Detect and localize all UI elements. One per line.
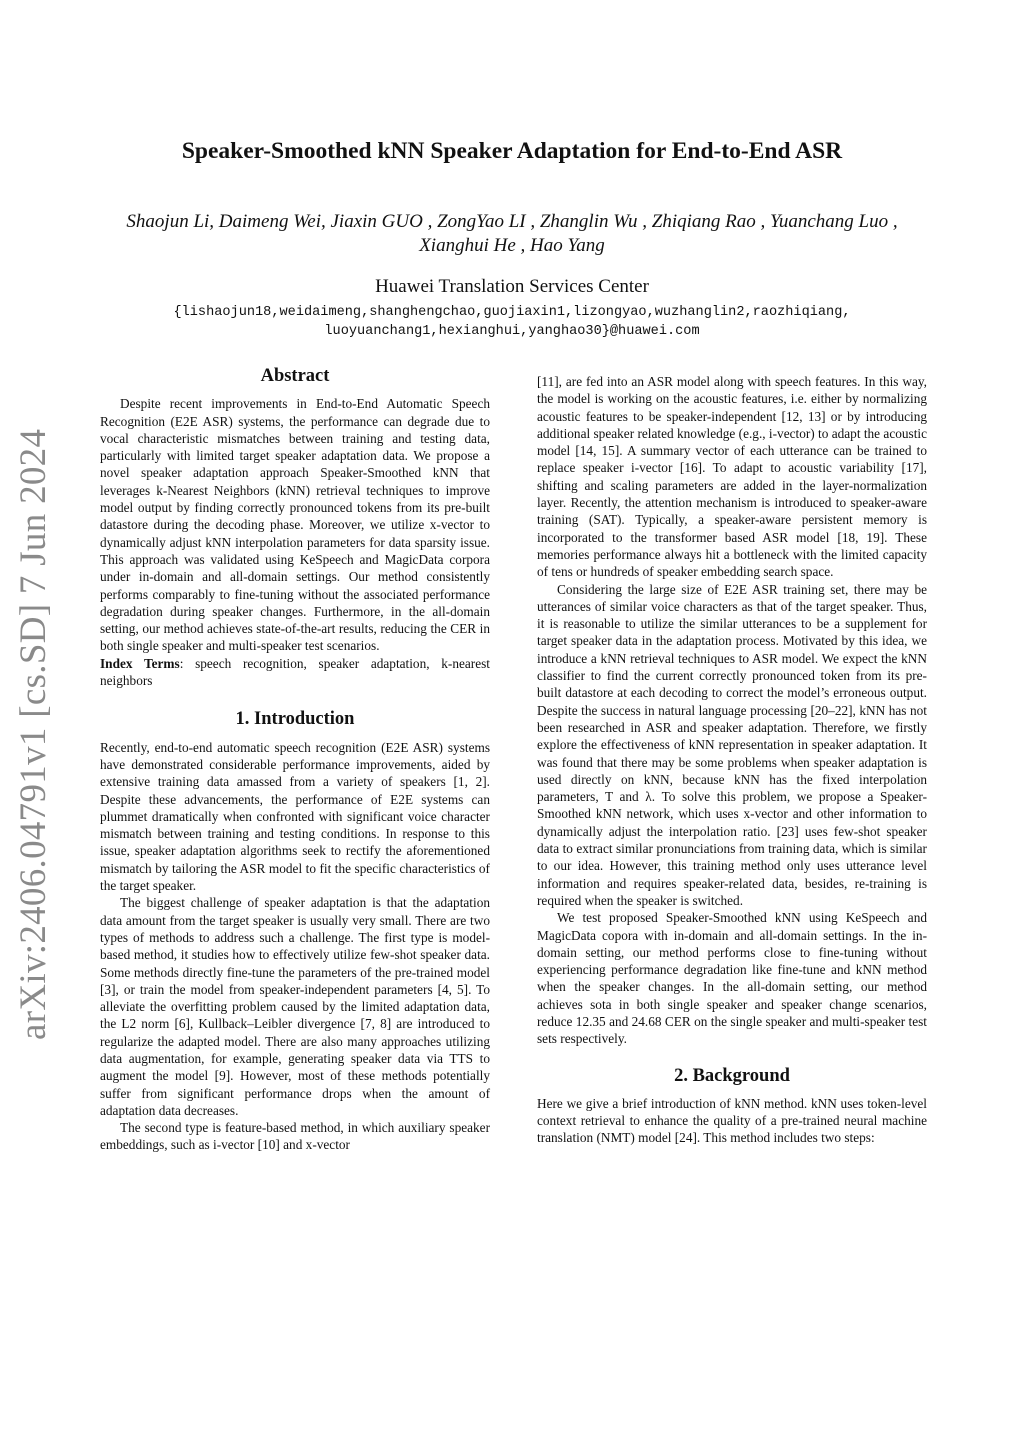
intro-paragraph-3-continued: [11], are fed into an ASR model along with speech features. In this way, the model is working on the acoustic features, i.e. either by normalizing acoustic features to be speaker-independent [12, 13] or by introducing additional speaker related knowledge (e.g., i-vector) to adapt the acoustic model [14, 15]. A summary vector of each utterance can be trained to replace speaker i-vector [16]. To adapt to acoustic variability [17], shifting and scaling parameters are added in the layer-normalization layer. Recently, the attention mechanism is introduced to speaker-aware training (SAT). Typically, a speaker-aware persistent memory is incorporated to the transformer based ASR model [18, 19]. These memories performance always hit a bottleneck with the limited capacity of tens or hundreds of speaker embedding search space. [537,374,927,580]
author-list: Shaojun Li, Daimeng Wei, Jiaxin GUO , ZongYao LI , Zhanglin Wu , Zhiqiang Rao , Yuanchang Luo , Xianghui He , Hao Yang [126,211,898,256]
intro-paragraph-1: Recently, end-to-end automatic speech recognition (E2E ASR) systems have demonstrated considerable performance improvements, aided by extensive training data amassed from a variety of speakers [1, 2]. Despite these advancements, the performance of E2E systems can plummet dramatically when confronted with significant voice character mismatch between training and testing conditions. In response to this issue, speaker adaptation algorithms seek to rectify the aforementioned mismatch by tailoring the ASR model to fit the specific characteristics of the target speaker. [100,739,490,894]
intro-paragraph-5: We test proposed Speaker-Smoothed kNN using KeSpeech and MagicData copora with in-domain and all-domain settings. In the in-domain setting, our method performs close to fine-tuning without experiencing performance degradation like fine-tune and kNN method when the speaker changes. In the all-domain setting, our method achieves sota in both single speaker and speaker change scenarios, reduce 12.35 and 24.68 CER on the single speaker and multi-speaker test sets respectively. [537,910,927,1047]
intro-paragraph-4: Considering the large size of E2E ASR training set, there may be utterances of similar voice characters as that of the target speaker. Thus, it is reasonable to utilize the similar utterances to be a supplement for target speaker data in the adaptation process. Motivated by this idea, we introduce a kNN retrieval techniques to ASR model. We expect the kNN classifier to find the current correctly pronounced token from its pre-built datastore at each decoding to correct the model’s erroneous output. Despite the success in natural language processing [20–22], kNN has not been researched in ASR and speaker adaptation. Therefore, we firstly explore the effectiveness of kNN representation in speaker adaptation. It was found that there may be some problems when speaker adaptation is used directly on kNN, because kNN has the fixed interpolation parameters, T and λ. To solve this problem, we propose a Speaker-Smoothed kNN network, which uses x-vector and other information to dynamically adjust the interpolation ratio. [23] uses few-shot speaker data to extract similar pronunciations from training data, which is similar to our idea. However, this training method only uses utterance level information and requires speaker-related data, besides, re-training is required when the speaker is switched. [537,581,927,908]
author-emails [60,303,964,341]
background-heading: 2. Background [674,1065,790,1086]
intro-paragraph-2: The biggest challenge of speaker adaptation is that the adaptation data amount from the target speaker is usually very small. There are two types of methods to address such a challenge. The first type is model-based method, it studies how to effectively utilize few-shot speaker data. Some methods directly fine-tune the parameters of the pre-trained model [3], or train the model from speaker-independent parameters [4, 5]. To alleviate the overfitting problem caused by the limited adaptation data, the L2 norm [6], Kullback–Leibler divergence [7, 8] are introduced to regularize the adapted model. There are also many approaches utilizing data augmentation, for example, generating speaker data via TTS to augment the model [9]. However, most of these methods potentially suffer from significant performance drops when the amount of adaptation data decreases. [100,895,490,1118]
abstract-heading: Abstract [260,366,330,386]
paper-title: Speaker-Smoothed kNN Speaker Adaptation for End-to-End ASR [181,138,843,164]
intro-paragraph-3: The second type is feature-based method, in which auxiliary speaker embeddings, such as i-vector [10] and x-vector [100,1120,490,1153]
emails-line-1: {lishaojun18,weidaimeng,shanghengchao,guojiaxin1,lizongyao,wuzhanglin2,raozhiqiang, [173,305,851,320]
abstract-body [100,395,490,689]
background-paragraph-1: Here we give a brief introduction of kNN method. kNN uses token-level context retrieval to enhance the quality of a pre-trained neural machine translation (NMT) model [24]. This method includes two steps: [537,1095,927,1146]
left-column [100,368,490,1154]
right-column [537,373,927,1147]
affiliation: Huawei Translation Services Center [375,276,649,297]
abstract-text: Despite recent improvements in End-to-End Automatic Speech Recognition (E2E ASR) systems, the performance can degrade due to vocal characteristic mismatches between training and testing data, particularly with limited target speaker adaptation data. We propose a novel speaker adaptation approach Speaker-Smoothed kNN that leverages k-Nearest Neighbors (kNN) retrieval techniques to improve model output by finding correctly pronounced tokens from its pre-built datastore during the decoding phase. Moreover, we utilize x-vector to dynamically adjust kNN interpolation parameters for data sparsity issue. This approach was validated using KeSpeech and MagicData corpora under in-domain and all-domain settings. Our method consistently performs comparably to fine-tuning without the associated performance degradation during speaker changes. Furthermore, in the all-domain setting, our method achieves state-of-the-art results, reducing the CER in both single speaker and multi-speaker test scenarios. [100,396,490,654]
arxiv-side-stamp: arXiv:2406.04791v1 [cs.SD] 7 Jun 2024 [13,428,54,1040]
index-terms-label: Index Terms [100,655,180,671]
introduction-heading: 1. Introduction [235,709,355,730]
index-terms-text: : speech recognition, speaker adaptation, k-nearest neighbors [100,655,490,689]
index-terms [100,655,490,690]
emails-line-2: luoyuanchang1,hexianghui,yanghao30}@huawei.com [324,324,700,339]
